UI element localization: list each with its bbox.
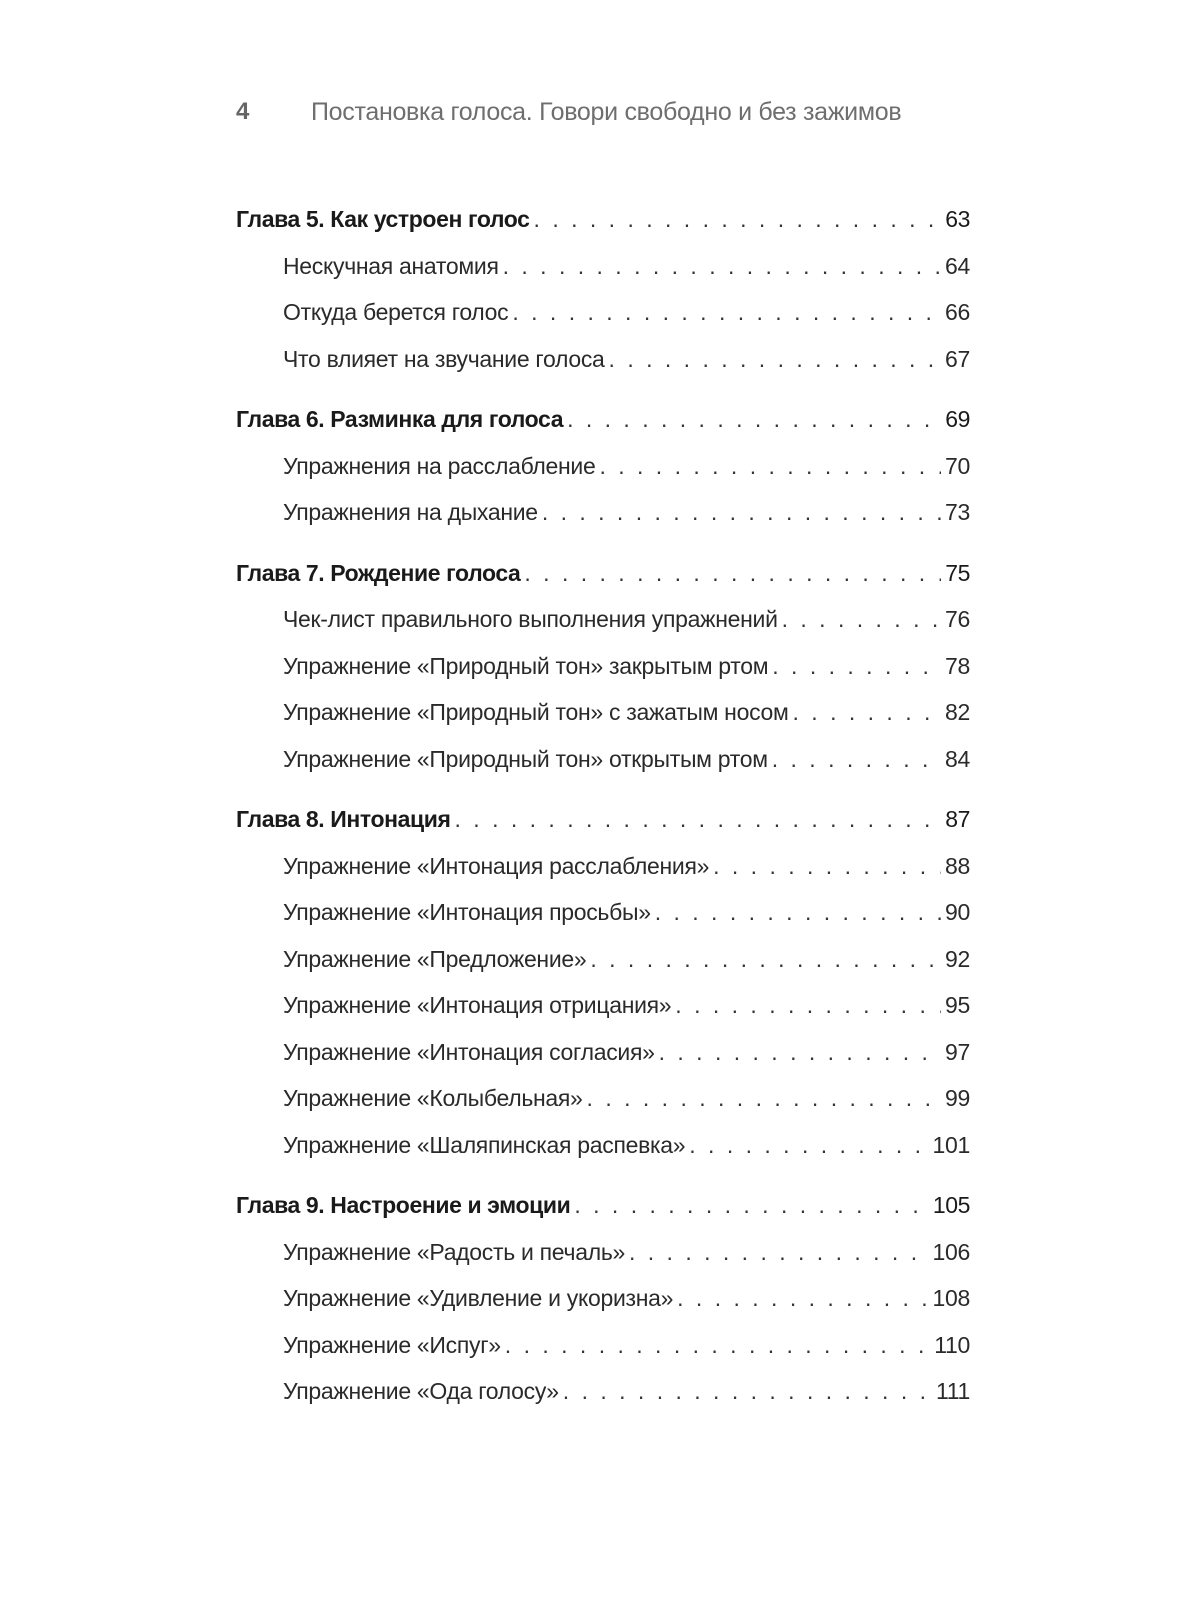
page-ref: 84 <box>945 745 970 772</box>
dot-leader <box>563 1368 932 1415</box>
toc-entry[interactable]: Упражнение «Природный тон» открытым ртом . . . 84 <box>236 736 970 783</box>
toc-entry[interactable]: Упражнение «Колыбельная» . . . 99 <box>236 1075 970 1122</box>
running-title: Постановка голоса. Говори свободно и без зажимов <box>311 97 902 126</box>
toc-entry[interactable]: Упражнение «Интонация просьбы» . . . 90 <box>236 889 970 936</box>
page-ref: 73 <box>945 499 970 525</box>
page-ref: 87 <box>945 806 970 832</box>
toc-chapter <box>236 196 970 382</box>
page-ref: 110 <box>934 1331 970 1358</box>
page-ref: 95 <box>945 992 970 1018</box>
toc-entry[interactable]: Упражнения на расслабление . . . 70 <box>236 443 970 490</box>
page-ref: 64 <box>945 252 970 279</box>
page-ref: 76 <box>945 606 970 632</box>
table-of-contents <box>236 196 970 1429</box>
dot-leader <box>772 643 941 690</box>
page-ref: 101 <box>932 1131 970 1158</box>
dot-leader <box>505 1322 930 1369</box>
toc-entry[interactable]: Упражнение «Испуг» . . . 110 <box>236 1322 970 1369</box>
page-ref: 82 <box>945 699 970 725</box>
page-ref: 105 <box>932 1192 970 1218</box>
page-ref: 90 <box>945 899 970 925</box>
toc-chapter <box>236 1182 970 1415</box>
toc-entry[interactable]: Упражнение «Предложение» . . . 92 <box>236 936 970 983</box>
dot-leader <box>590 936 941 983</box>
page-ref: 66 <box>945 299 970 325</box>
dot-leader <box>713 843 941 890</box>
page-ref: 92 <box>945 945 970 972</box>
toc-entry[interactable]: Чек-лист правильного выполнения упражнений . . . 76 <box>236 596 970 643</box>
page-header <box>236 92 980 132</box>
page-ref: 75 <box>945 559 970 586</box>
toc-entry[interactable]: Откуда берется голос . . . 66 <box>236 289 970 336</box>
toc-entry[interactable]: Что влияет на звучание голоса . . . 67 <box>236 336 970 383</box>
dot-leader <box>503 243 941 290</box>
dot-leader <box>793 689 941 736</box>
dot-leader <box>629 1229 929 1276</box>
dot-leader <box>512 289 941 336</box>
dot-leader <box>524 550 941 597</box>
toc-chapter <box>236 550 970 783</box>
page-ref: 111 <box>935 1378 970 1404</box>
page-ref: 106 <box>932 1238 970 1265</box>
page-ref: 97 <box>945 1038 970 1065</box>
toc-entry[interactable]: Упражнение «Интонация согласия» . . . 97 <box>236 1029 970 1076</box>
dot-leader <box>567 396 941 443</box>
dot-leader <box>677 1275 928 1322</box>
page-ref: 108 <box>932 1285 970 1311</box>
toc-entry[interactable]: Упражнения на дыхание . . . 73 <box>236 489 970 536</box>
toc-chapter-entry[interactable]: Глава 7. Рождение голоса . . . 75 <box>236 550 970 597</box>
toc-entry[interactable]: Упражнение «Удивление и укоризна» . . . 108 <box>236 1275 970 1322</box>
page-ref: 69 <box>945 406 970 432</box>
toc-chapter-entry[interactable]: Глава 5. Как устроен голос . . . 63 <box>236 196 970 243</box>
page-ref: 99 <box>945 1085 970 1111</box>
dot-leader <box>772 736 941 783</box>
dot-leader <box>655 889 941 936</box>
dot-leader <box>542 489 941 536</box>
toc-entry[interactable]: Упражнение «Интонация отрицания» . . . 95 <box>236 982 970 1029</box>
toc-entry[interactable]: Упражнение «Ода голосу» . . . 111 <box>236 1368 970 1415</box>
dot-leader <box>659 1029 941 1076</box>
toc-chapter-entry[interactable]: Глава 9. Настроение и эмоции . . . 105 <box>236 1182 970 1229</box>
dot-leader <box>599 443 941 490</box>
toc-chapter-entry[interactable]: Глава 8. Интонация . . . 87 <box>236 796 970 843</box>
toc-entry[interactable]: Нескучная анатомия . . . 64 <box>236 243 970 290</box>
toc-chapter-entry[interactable]: Глава 6. Разминка для голоса . . . 69 <box>236 396 970 443</box>
page-ref: 78 <box>945 652 970 679</box>
toc-entry[interactable]: Упражнение «Шаляпинская распевка» . . . 101 <box>236 1122 970 1169</box>
toc-entry[interactable]: Упражнение «Природный тон» закрытым ртом . . . 78 <box>236 643 970 690</box>
toc-chapter <box>236 796 970 1168</box>
toc-entry[interactable]: Упражнение «Природный тон» с зажатым носом . . . 82 <box>236 689 970 736</box>
page-ref: 88 <box>945 852 970 879</box>
dot-leader <box>534 196 942 243</box>
toc-entry[interactable]: Упражнение «Интонация расслабления» . . . 88 <box>236 843 970 890</box>
page-ref: 63 <box>945 206 970 232</box>
toc-entry[interactable]: Упражнение «Радость и печаль» . . . 106 <box>236 1229 970 1276</box>
page-ref: 70 <box>945 452 970 479</box>
page-ref: 67 <box>945 345 970 372</box>
dot-leader <box>455 796 942 843</box>
dot-leader <box>587 1075 941 1122</box>
dot-leader <box>675 982 941 1029</box>
page-number: 4 <box>236 98 250 125</box>
dot-leader <box>689 1122 928 1169</box>
dot-leader <box>574 1182 928 1229</box>
dot-leader <box>609 336 941 383</box>
toc-chapter <box>236 396 970 536</box>
dot-leader <box>782 596 941 643</box>
